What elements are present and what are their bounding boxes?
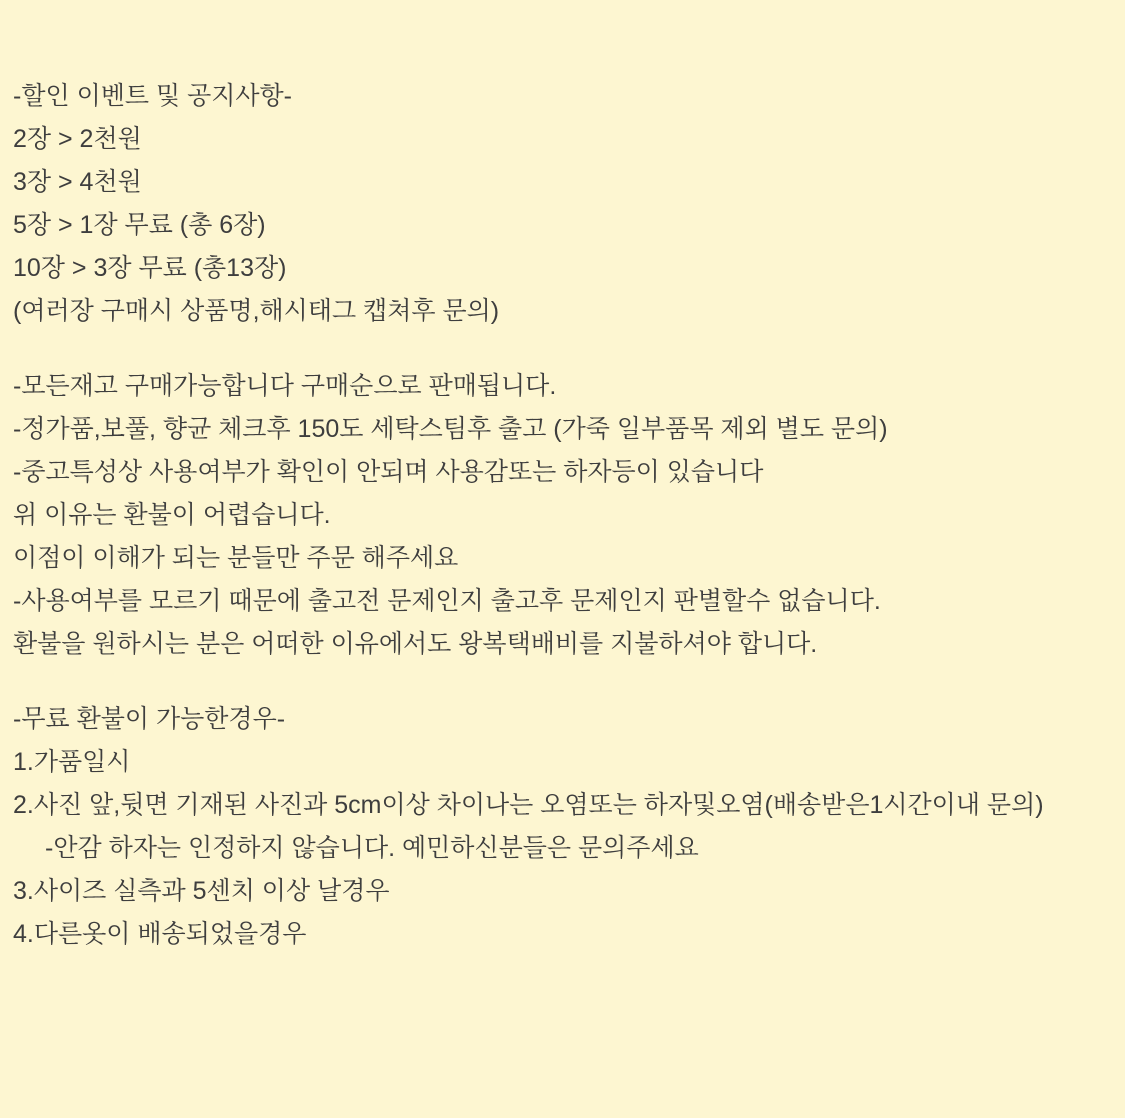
order-agreement-note: 이점이 이해가 되는 분들만 주문 해주세요 — [13, 544, 459, 572]
free-refund-case-2-sub: -안감 하자는 인정하지 않습니다. 예민하신분들은 문의주세요 — [45, 834, 699, 862]
free-refund-title: -무료 환불이 가능한경우- — [13, 705, 286, 733]
discount-tier-5pcs: 5장 > 1장 무료 (총 6장) — [13, 211, 266, 239]
cleaning-process-note: -정가품,보풀, 향균 체크후 150도 세탁스팀후 출고 (가죽 일부품목 제외 별도 문의) — [13, 415, 888, 443]
discount-tier-10pcs: 10장 > 3장 무료 (총13장) — [13, 254, 287, 282]
usage-unknown-note: -사용여부를 모르기 때문에 출고전 문제인지 출고후 문제인지 판별할수 없습니다. — [13, 587, 881, 615]
discount-tier-2pcs: 2장 > 2천원 — [13, 125, 142, 153]
free-refund-case-1: 1.가품일시 — [13, 748, 131, 776]
spacer — [13, 666, 1115, 698]
spacer — [13, 333, 1115, 365]
return-shipping-note: 환불을 원하시는 분은 어떠한 이유에서도 왕복택배비를 지불하셔야 합니다. — [13, 630, 818, 658]
discount-tier-3pcs: 3장 > 4천원 — [13, 168, 142, 196]
multi-purchase-note: (여러장 구매시 상품명,해시태그 캡쳐후 문의) — [13, 297, 500, 325]
discount-notice-title: -할인 이벤트 및 공지사항- — [13, 82, 292, 110]
used-condition-note: -중고특성상 사용여부가 확인이 안되며 사용감또는 하자등이 있습니다 — [13, 458, 764, 486]
stock-availability-note: -모든재고 구매가능합니다 구매순으로 판매됩니다. — [13, 372, 557, 400]
free-refund-case-3: 3.사이즈 실측과 5센치 이상 날경우 — [13, 877, 390, 905]
free-refund-case-2: 2.사진 앞,뒷면 기재된 사진과 5cm이상 차이나는 오염또는 하자및오염(배송받은1시간이내 문의) — [13, 791, 1044, 819]
free-refund-case-4: 4.다른옷이 배송되었을경우 — [13, 920, 307, 948]
refund-difficult-note: 위 이유는 환불이 어렵습니다. — [13, 501, 331, 529]
